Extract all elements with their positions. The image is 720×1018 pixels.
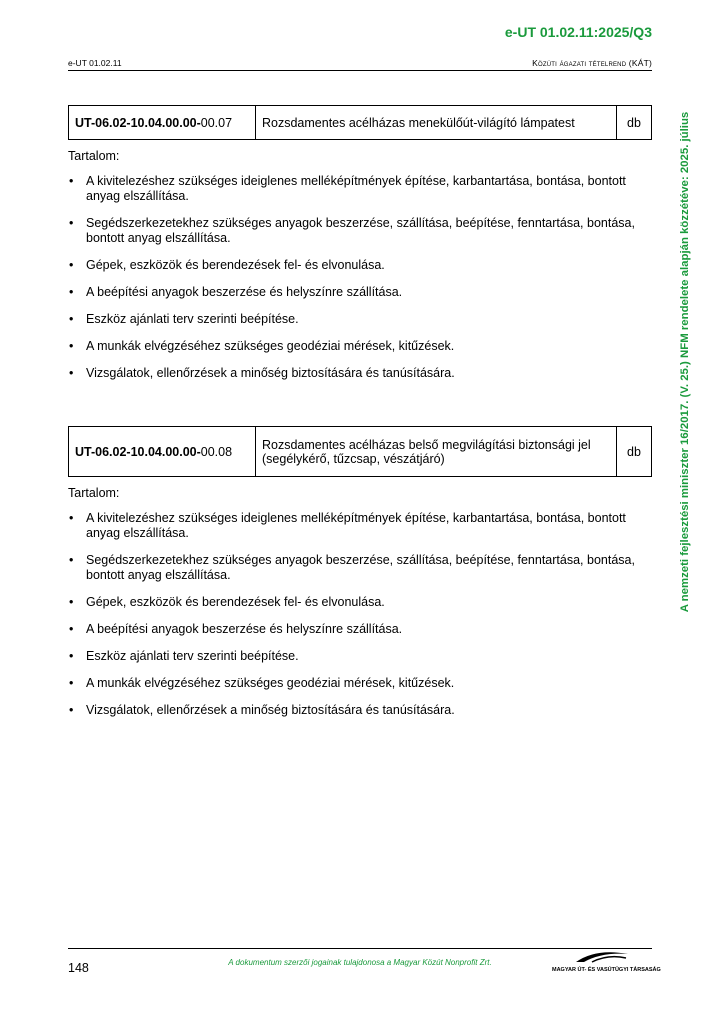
running-header	[68, 58, 652, 71]
bullet-icon: •	[69, 258, 74, 272]
footer-rule	[68, 948, 652, 949]
item-code-suffix: 00.08	[200, 444, 233, 459]
item-code	[69, 427, 256, 477]
list-item: • Gépek, eszközök és berendezések fel- és elvonulása.	[69, 595, 385, 609]
list-item: • Vizsgálatok, ellenőrzések a minőség biztosítására és tanúsítására.	[69, 703, 455, 717]
bullet-icon: •	[69, 216, 74, 230]
page-number: 148	[68, 961, 89, 975]
list-item: • A kivitelezéshez szükséges ideiglenes melléképítmények építése, karbantartása, bontása, bontott anyag elszállítása.	[69, 174, 626, 203]
bullet-icon: •	[69, 622, 74, 636]
list-item: • A munkák elvégzéséhez szükséges geodéziai mérések, kitűzések.	[69, 676, 455, 690]
item-unit: db	[617, 106, 652, 140]
company-logo	[552, 950, 661, 973]
list-item: • Eszköz ajánlati terv szerinti beépítése.	[69, 649, 299, 663]
bullet-icon: •	[69, 703, 74, 717]
item-code-suffix: 00.07	[200, 115, 233, 130]
list-item: • A kivitelezéshez szükséges ideiglenes melléképítmények építése, karbantartása, bontása, bontott anyag elszállítása.	[69, 511, 626, 540]
item-unit: db	[617, 427, 652, 477]
document-id: e-UT 01.02.11:2025/Q3	[504, 24, 652, 40]
item-table	[68, 426, 652, 477]
contents-list	[68, 174, 652, 381]
item-table	[68, 105, 652, 140]
item-section-2	[68, 426, 652, 730]
bullet-icon: •	[69, 676, 74, 690]
list-item: • A beépítési anyagok beszerzése és helyszínre szállítása.	[69, 285, 403, 299]
list-item: • A munkák elvégzéséhez szükséges geodéziai mérések, kitűzések.	[69, 339, 455, 353]
logo-swoosh-icon	[572, 950, 632, 964]
item-section-1	[68, 105, 652, 393]
contents-list	[68, 511, 652, 718]
list-item: • Vizsgálatok, ellenőrzések a minőség biztosítására és tanúsítására.	[69, 366, 455, 380]
header-right: Közúti ágazati tételrend (KÁT)	[532, 58, 652, 68]
bullet-icon: •	[69, 553, 74, 567]
item-code-prefix: UT-06.02-10.04.00.00-	[75, 444, 201, 459]
item-code	[69, 106, 256, 140]
bullet-icon: •	[69, 312, 74, 326]
list-item: • Eszköz ajánlati terv szerinti beépítése.	[69, 312, 299, 326]
bullet-icon: •	[69, 511, 74, 525]
copyright-note: A dokumentum szerzői jogainak tulajdonosa a Magyar Közút Nonprofit Zrt.	[228, 958, 492, 967]
header-left: e-UT 01.02.11	[68, 58, 122, 68]
contents-label: Tartalom:	[68, 486, 120, 500]
list-item: • Segédszerkezetekhez szükséges anyagok beszerzése, szállítása, beépítése, fenntartása, bontása, bontott anyag elszállítása.	[69, 553, 635, 582]
bullet-icon: •	[69, 285, 74, 299]
bullet-icon: •	[69, 595, 74, 609]
item-title: Rozsdamentes acélházas belső megvilágítási biztonsági jel (segélykérő, tűzcsap, vészátjáró)	[256, 427, 617, 477]
item-code-prefix: UT-06.02-10.04.00.00-	[75, 115, 201, 130]
bullet-icon: •	[69, 174, 74, 188]
contents-label: Tartalom:	[68, 149, 120, 163]
bullet-icon: •	[69, 339, 74, 353]
bullet-icon: •	[69, 649, 74, 663]
logo-text: MAGYAR ÚT- ÉS VASÚTÜGYI TÁRSASÁG	[552, 967, 661, 973]
list-item: • A beépítési anyagok beszerzése és helyszínre szállítása.	[69, 622, 403, 636]
side-publication-note: A nemzeti fejlesztési miniszter 16/2017. (V. 25.) NFM rendelete alapján közzétéve: 2025. július	[679, 111, 691, 613]
list-item: • Segédszerkezetekhez szükséges anyagok beszerzése, szállítása, beépítése, fenntartása, bontása, bontott anyag elszállítása.	[69, 216, 635, 245]
list-item: • Gépek, eszközök és berendezések fel- és elvonulása.	[69, 258, 385, 272]
bullet-icon: •	[69, 366, 74, 380]
item-title: Rozsdamentes acélházas menekülőút-világító lámpatest	[256, 106, 617, 140]
